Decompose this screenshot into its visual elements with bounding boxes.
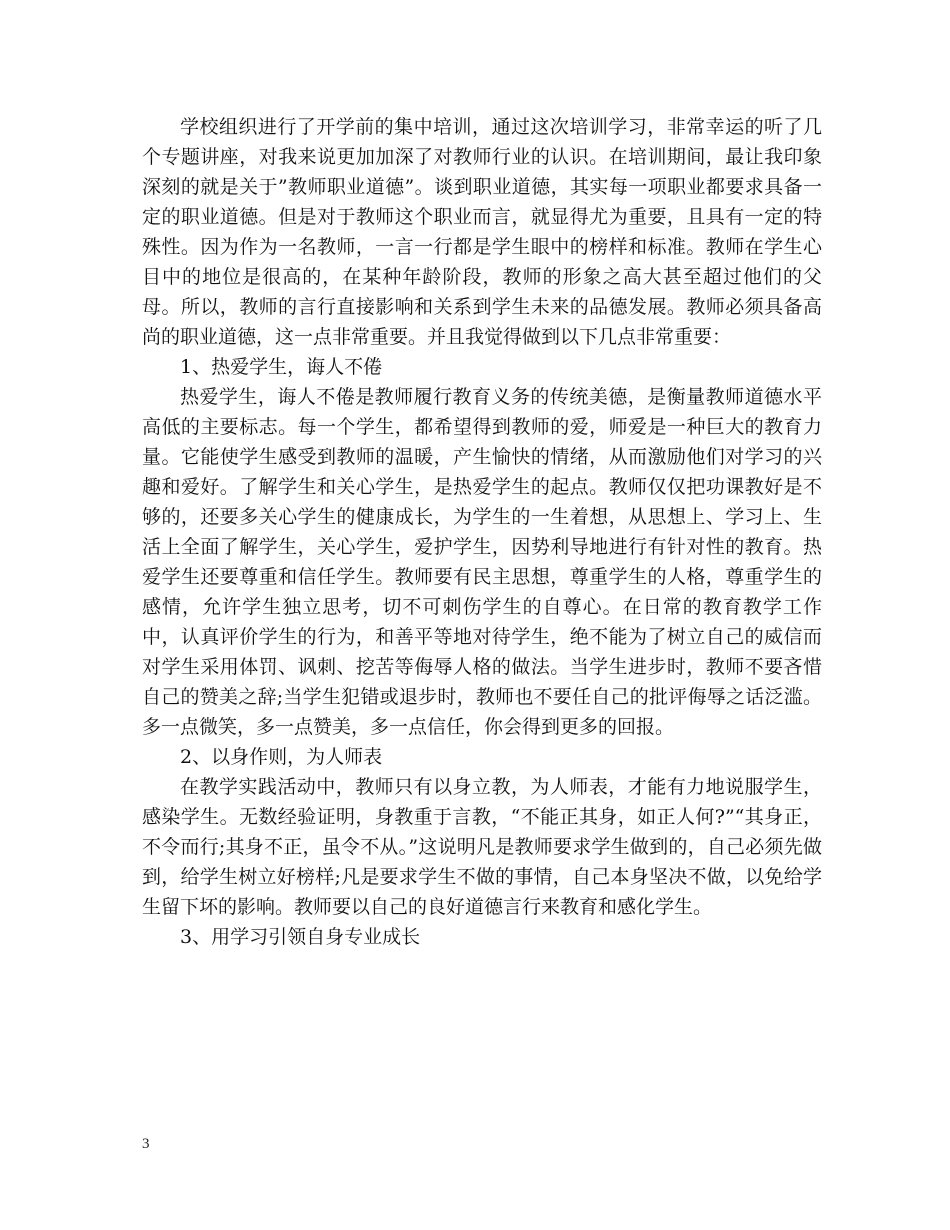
paragraph-section-1: 热爱学生，诲人不倦是教师履行教育义务的传统美德，是衡量教师道德水平高低的主要标志。每一个学生，都希望得到教师的爱，师爱是一种巨大的教育力量。它能使学生感受到教师的温暖，产生愉快的情绪，从而激励他们对学习的兴趣和爱好。了解学生和关心学生，是热爱学生的起点。教师仅仅把功课教好是不够的，还要多关心学生的健康成长，为学生的一生着想，从思想上、学习上、生活上全面了解学生，关心学生，爱护学生，因势利导地进行有针对性的教育。热爱学生还要尊重和信任学生。教师要有民主思想，尊重学生的人格，尊重学生的感情，允许学生独立思考，切不可刺伤学生的自尊心。在日常的教育教学工作中，认真评价学生的行为，和善平等地对待学生，绝不能为了树立自己的威信而对学生采用体罚、讽刺、挖苦等侮辱人格的做法。当学生进步时，教师不要吝惜自己的赞美之辞;当学生犯错或退步时，教师也不要任自己的批评侮辱之话泛滥。多一点微笑，多一点赞美，多一点信任，你会得到更多的回报。 [142,386,822,738]
section-heading-1: 1、热爱学生，诲人不倦 [180,356,383,378]
paragraph-section-2: 在教学实践活动中，教师只有以身立教，为人师表，才能有力地说服学生，感染学生。无数经验证明，身教重于言教，“不能正其身，如正人何?”“其身正，不令而行;其身不正，虽令不从。”这说明凡是教师要求学生做到的，自己必须先做到，给学生树立好榜样;凡是要求学生不做的事情，自己本身坚决不做，以免给学生留下坏的影响。教师要以自己的良好道德言行来教育和感化学生。 [142,776,822,918]
paragraph-intro: 学校组织进行了开学前的集中培训，通过这次培训学习，非常幸运的听了几个专题讲座，对我来说更加加深了对教师行业的认识。在培训期间，最让我印象深刻的就是关于”教师职业道德”。谈到职业道德，其实每一项职业都要求具备一定的职业道德。但是对于教师这个职业而言，就显得尤为重要，且具有一定的特殊性。因为作为一名教师，一言一行都是学生眼中的榜样和标准。教师在学生心目中的地位是很高的，在某种年龄阶段，教师的形象之高大甚至超过他们的父母。所以，教师的言行直接影响和关系到学生未来的品德发展。教师必须具备高尚的职业道德，这一点非常重要。并且我觉得做到以下几点非常重要： [142,116,822,348]
section-heading-3: 3、用学习引领自身专业成长 [180,926,421,948]
section-heading-2: 2、以身作则，为人师表 [180,746,383,768]
document-body [142,112,822,952]
page-number: 3 [142,1136,150,1152]
